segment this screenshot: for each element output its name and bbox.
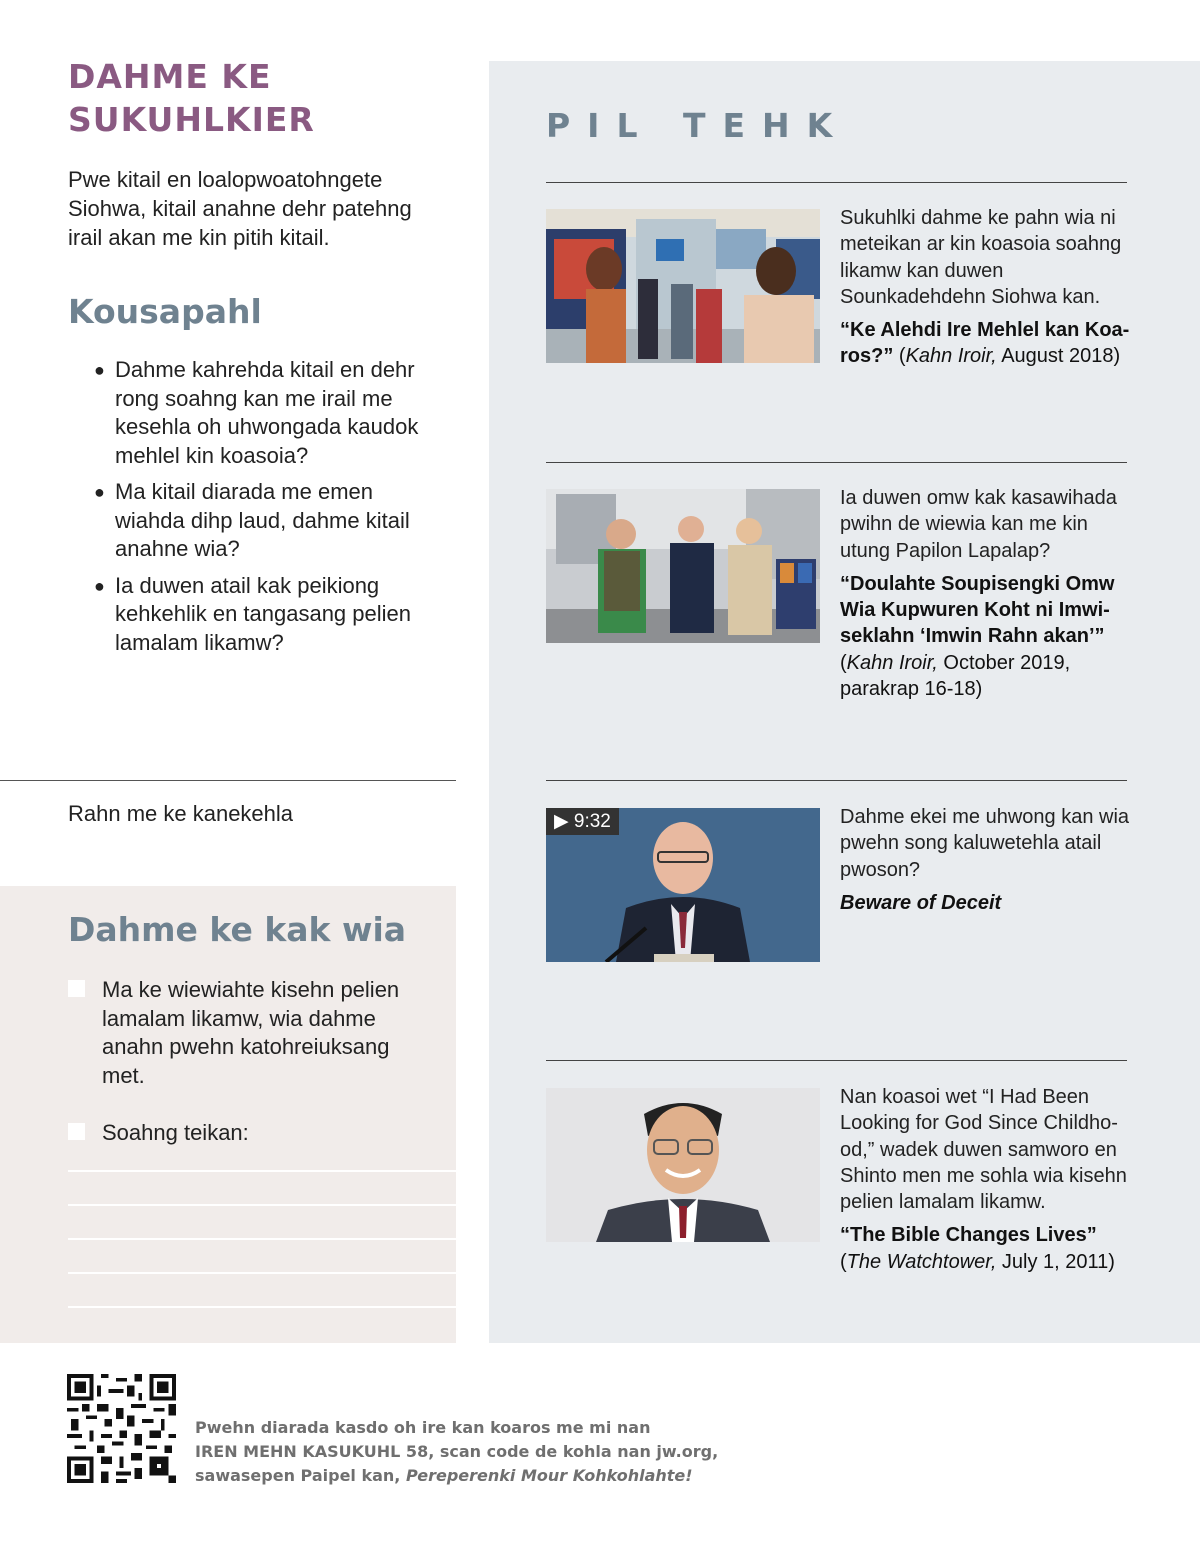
- entry-reference[interactable]: “The Bible Changes Lives” (The Watchtower, July 1, 2011): [840, 1224, 1115, 1273]
- bullet-icon: ●: [94, 482, 105, 502]
- checkbox[interactable]: [68, 1123, 85, 1140]
- todo-heading: Dahme ke kak wia: [68, 910, 407, 949]
- video-duration-badge: ▶ 9:32: [546, 808, 619, 835]
- video-thumbnail[interactable]: [546, 808, 820, 962]
- todo-item[interactable]: [68, 976, 428, 1090]
- write-in-line[interactable]: [68, 1204, 456, 1206]
- write-in-line[interactable]: [68, 1272, 456, 1274]
- todo-item-text: Ma ke wiewiahte kisehn pelien lamalam likamw, wia dahme anahn pwehn katohreiuksang met.: [102, 977, 400, 1088]
- todo-item-text: Soahng teikan:: [102, 1120, 249, 1145]
- reference-title[interactable]: “Doulahte Soupisengki Omw Wia Kupwuren Koht ni Imwiseklahn ‘Imwin Rahn akan’”: [840, 572, 1115, 648]
- reference-detail: July 1, 2011): [996, 1250, 1115, 1273]
- page-title-line1: DAHME KE: [68, 57, 272, 96]
- page-title: [68, 55, 448, 141]
- entry-description: Dahme ekei me uhwong kan wia pwehn song kaluwetehla atail pwoson?: [840, 806, 1130, 881]
- divider: [546, 182, 1127, 183]
- further-study-entry: [840, 205, 1130, 370]
- date-completed-label: Rahn me ke kanekehla: [68, 801, 294, 826]
- checkbox[interactable]: [68, 980, 85, 997]
- reference-source: Kahn Iroir,: [846, 651, 938, 674]
- review-question: [94, 356, 448, 470]
- entry-reference[interactable]: [840, 890, 1130, 916]
- further-study-entry: [840, 1084, 1130, 1275]
- entry-description: Sukuhlki dahme ke pahn wia ni meteikan ar kin koasoia soahng likamw kan duwen Sounkadehdehn Siohwa kan.: [840, 207, 1122, 308]
- qr-code-icon[interactable]: [67, 1374, 176, 1483]
- bullet-icon: ●: [94, 360, 105, 380]
- todo-item[interactable]: [68, 1119, 428, 1148]
- divider: [546, 1060, 1127, 1061]
- page-title-line2: SUKUHLKIER: [68, 100, 315, 139]
- write-in-line[interactable]: [68, 1238, 456, 1240]
- review-heading: Kousapahl: [68, 292, 262, 331]
- reference-title[interactable]: “Ke Alehdi Ire Mehlel kan Koaros?”: [840, 319, 1130, 368]
- divider: [546, 780, 1127, 781]
- further-study-entry: [840, 804, 1130, 916]
- review-question: [94, 572, 448, 658]
- further-study-entry: [840, 485, 1130, 702]
- entry-reference[interactable]: “Doulahte Soupisengki Omw Wia Kupwuren Koht ni Imwiseklahn ‘Imwin Rahn akan’” (Kahn Iroir, October 2019, parakrap 16-18): [840, 572, 1115, 701]
- entry-description: Nan koasoi wet “I Had Been Looking for God Since Childhood,” wadek duwen samworo en Shinto men me sohla wia kisehn pelien lamalam likamw.: [840, 1086, 1127, 1214]
- write-in-line[interactable]: [68, 1306, 456, 1308]
- write-in-line[interactable]: [68, 1170, 456, 1172]
- further-study-heading: PIL TEHK: [546, 106, 850, 145]
- footer-line: IREN MEHN KASUKUHL 58, scan code de kohla nan jw.org,: [195, 1442, 719, 1461]
- review-question-text: Ia duwen atail kak peikiong kehkehlik en tangasang pelien lamalam likamw?: [115, 572, 412, 655]
- review-question-text: Ma kitail diarada me emen wiahda dihp laud, dahme kitail anahne wia?: [115, 479, 410, 561]
- video-title[interactable]: Beware of Deceit: [840, 891, 1002, 914]
- entry-description: Ia duwen omw kak kasawihada pwihn de wiewia kan me kin utung Papilon Lapalap?: [840, 487, 1117, 562]
- reference-detail: October 2019, parakrap 16-18): [840, 651, 1071, 701]
- article-image-portrait[interactable]: [546, 1088, 820, 1242]
- left-column: [68, 55, 448, 665]
- footer-note: [195, 1416, 755, 1488]
- article-image-cart-witnessing[interactable]: [546, 489, 820, 643]
- footer-line: sawasepen Paipel kan,: [195, 1466, 406, 1485]
- footer-line: Pwehn diarada kasdo oh ire kan koaros me mi nan: [195, 1418, 651, 1437]
- todo-panel: [0, 886, 456, 1343]
- review-question-list: [68, 356, 448, 657]
- reference-detail: August 2018): [996, 345, 1121, 368]
- reference-source: Kahn Iroir,: [905, 345, 997, 368]
- entry-reference[interactable]: “Ke Alehdi Ire Mehlel kan Koaros?” (Kahn Iroir, August 2018): [840, 319, 1130, 368]
- divider: [0, 780, 456, 781]
- article-image-news-screens[interactable]: [546, 209, 820, 363]
- review-question: [94, 478, 448, 564]
- intro-text: Pwe kitail en loalopwoatohngete Siohwa, kitail anahne dehr patehng irail akan me kin pitih kitail.: [68, 167, 412, 250]
- reference-source: The Watchtower,: [846, 1250, 997, 1273]
- footer-app-name: Pereperenki Mour Kohkohlahte!: [405, 1466, 693, 1485]
- review-question-text: Dahme kahrehda kitail en dehr rong soahng kan me irail me kesehla oh uhwongada kaudok mehlel kin koasoia?: [115, 357, 419, 468]
- bullet-icon: ●: [94, 575, 105, 596]
- reference-title[interactable]: “The Bible Changes Lives”: [840, 1224, 1097, 1247]
- divider: [546, 462, 1127, 463]
